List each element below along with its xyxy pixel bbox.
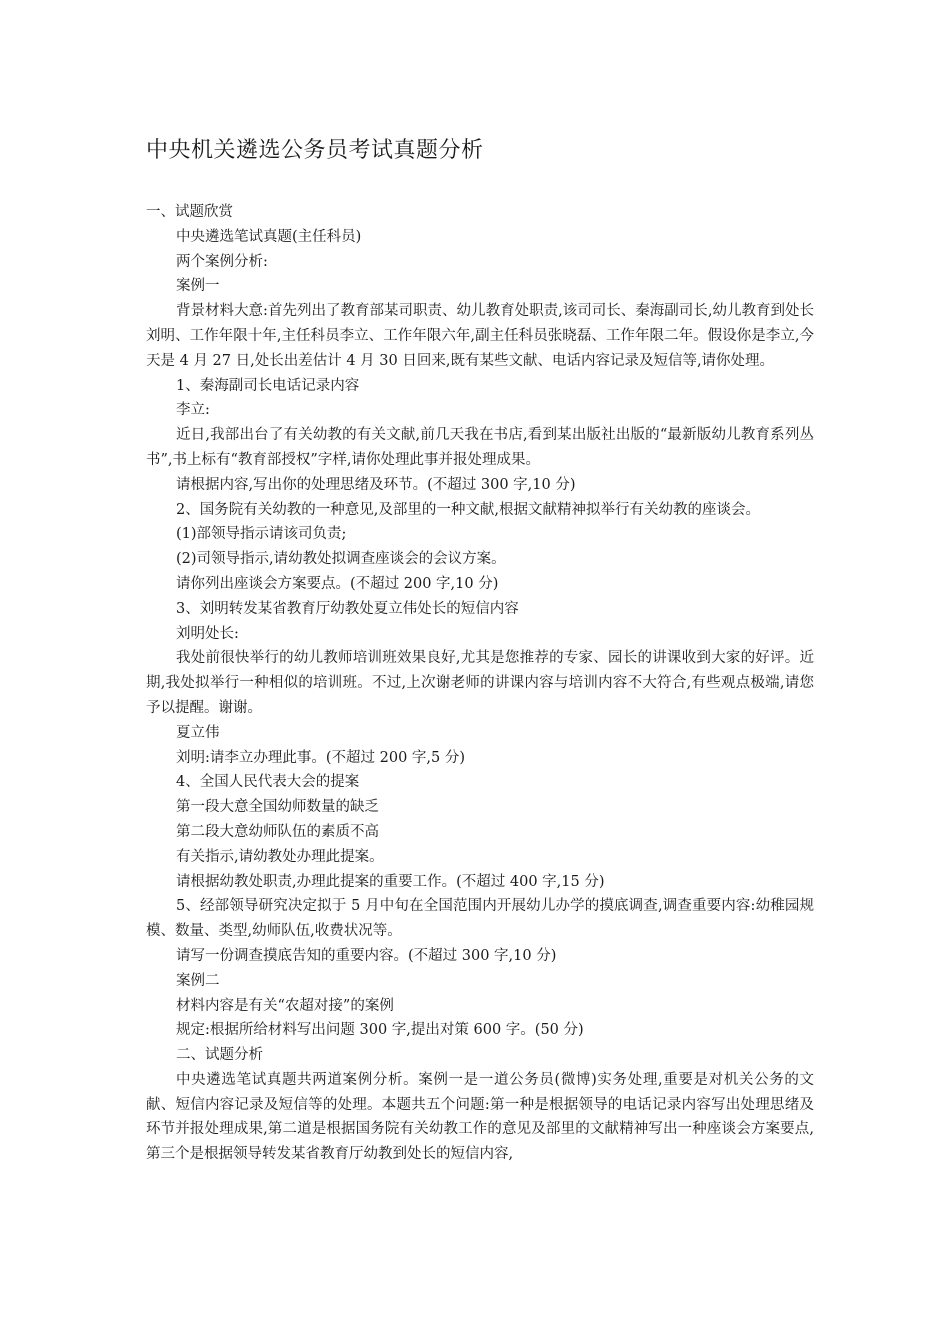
paragraph: 有关指示,请幼教处办理此提案。 xyxy=(176,848,384,865)
document-body xyxy=(146,200,814,1167)
paragraph: 案例二 xyxy=(176,972,220,989)
paragraph: 材料内容是有关“农超对接”的案例 xyxy=(176,997,394,1014)
paragraph: 二、试题分析 xyxy=(176,1047,263,1064)
paragraph: 刘明处长: xyxy=(176,625,239,642)
document-title: 中央机关遴选公务员考试真题分析 xyxy=(146,138,484,163)
paragraph: 4、全国人民代表大会的提案 xyxy=(176,774,360,791)
paragraph: 夏立伟 xyxy=(176,724,220,741)
paragraph: 中央遴选笔试真题共两道案例分析。案例一是一道公务员(微博)实务处理,重要是对机关公务的文献、短信内容记录及短信等的处理。本题共五个问题:第一种是根据领导的电话记录内容写出处理思绪及环节并报处理成果,第二道是根据国务院有关幼教工作的意见及部里的文献精神写出一种座谈会方案要点,第三个是根据领导转发某省教育厅幼教到处长的短信内容, xyxy=(146,1071,814,1163)
paragraph: 请你列出座谈会方案要点。(不超过 200 字,10 分) xyxy=(176,575,499,592)
paragraph: 第二段大意幼师队伍的素质不高 xyxy=(176,823,379,840)
paragraph: (2)司领导指示,请幼教处拟调查座谈会的会议方案。 xyxy=(176,551,506,568)
paragraph: 一、试题欣赏 xyxy=(146,204,233,220)
paragraph: 2、国务院有关幼教的一种意见,及部里的一种文献,根据文献精神拟举行有关幼教的座谈会。 xyxy=(176,501,760,518)
paragraph: 两个案例分析: xyxy=(176,253,268,270)
paragraph: 近日,我部出台了有关幼教的有关文献,前几天我在书店,看到某出版社出版的“最新版幼儿教育系列丛书”,书上标有“教育部授权”字样,请你处理此事并报处理成果。 xyxy=(146,427,814,468)
paragraph: 案例一 xyxy=(176,278,220,295)
paragraph: 请根据内容,写出你的处理思绪及环节。(不超过 300 字,10 分) xyxy=(176,476,576,493)
paragraph: 规定:根据所给材料写出问题 300 字,提出对策 600 字。(50 分) xyxy=(176,1022,584,1039)
paragraph: 第一段大意全国幼师数量的缺乏 xyxy=(176,799,379,816)
paragraph: 刘明:请李立办理此事。(不超过 200 字,5 分) xyxy=(176,749,466,766)
paragraph: 背景材料大意:首先列出了教育部某司职责、幼儿教育处职责,该司司长、秦海副司长,幼儿教育到处长刘明、工作年限十年,主任科员李立、工作年限六年,副主任科员张晓磊、工作年限二年。假设你是李立,今天是 4 月 27 日,处长出差估计 4 月 30 日回来,既有某些文献、电话内容记录及短信等,请你处理。 xyxy=(146,303,814,369)
paragraph: 5、经部领导研究决定拟于 5 月中旬在全国范围内开展幼儿办学的摸底调查,调查重要内容:幼稚园规模、数量、类型,幼师队伍,收费状况等。 xyxy=(146,898,814,940)
paragraph: 请根据幼教处职责,办理此提案的重要工作。(不超过 400 字,15 分) xyxy=(176,873,605,890)
paragraph: 中央遴选笔试真题(主任科员) xyxy=(176,228,362,245)
paragraph: 请写一份调查摸底告知的重要内容。(不超过 300 字,10 分) xyxy=(176,947,557,964)
paragraph: (1)部领导指示请该司负责; xyxy=(176,526,347,543)
paragraph: 1、秦海副司长电话记录内容 xyxy=(176,377,360,394)
paragraph: 我处前很快举行的幼儿教师培训班效果良好,尤其是您推荐的专家、园长的讲课收到大家的好评。近期,我处拟举行一种相似的培训班。不过,上次谢老师的讲课内容与培训内容不大符合,有些观点极端,请您予以提醒。谢谢。 xyxy=(146,650,814,716)
paragraph: 李立: xyxy=(176,402,210,419)
paragraph: 3、刘明转发某省教育厅幼教处夏立伟处长的短信内容 xyxy=(176,600,519,617)
